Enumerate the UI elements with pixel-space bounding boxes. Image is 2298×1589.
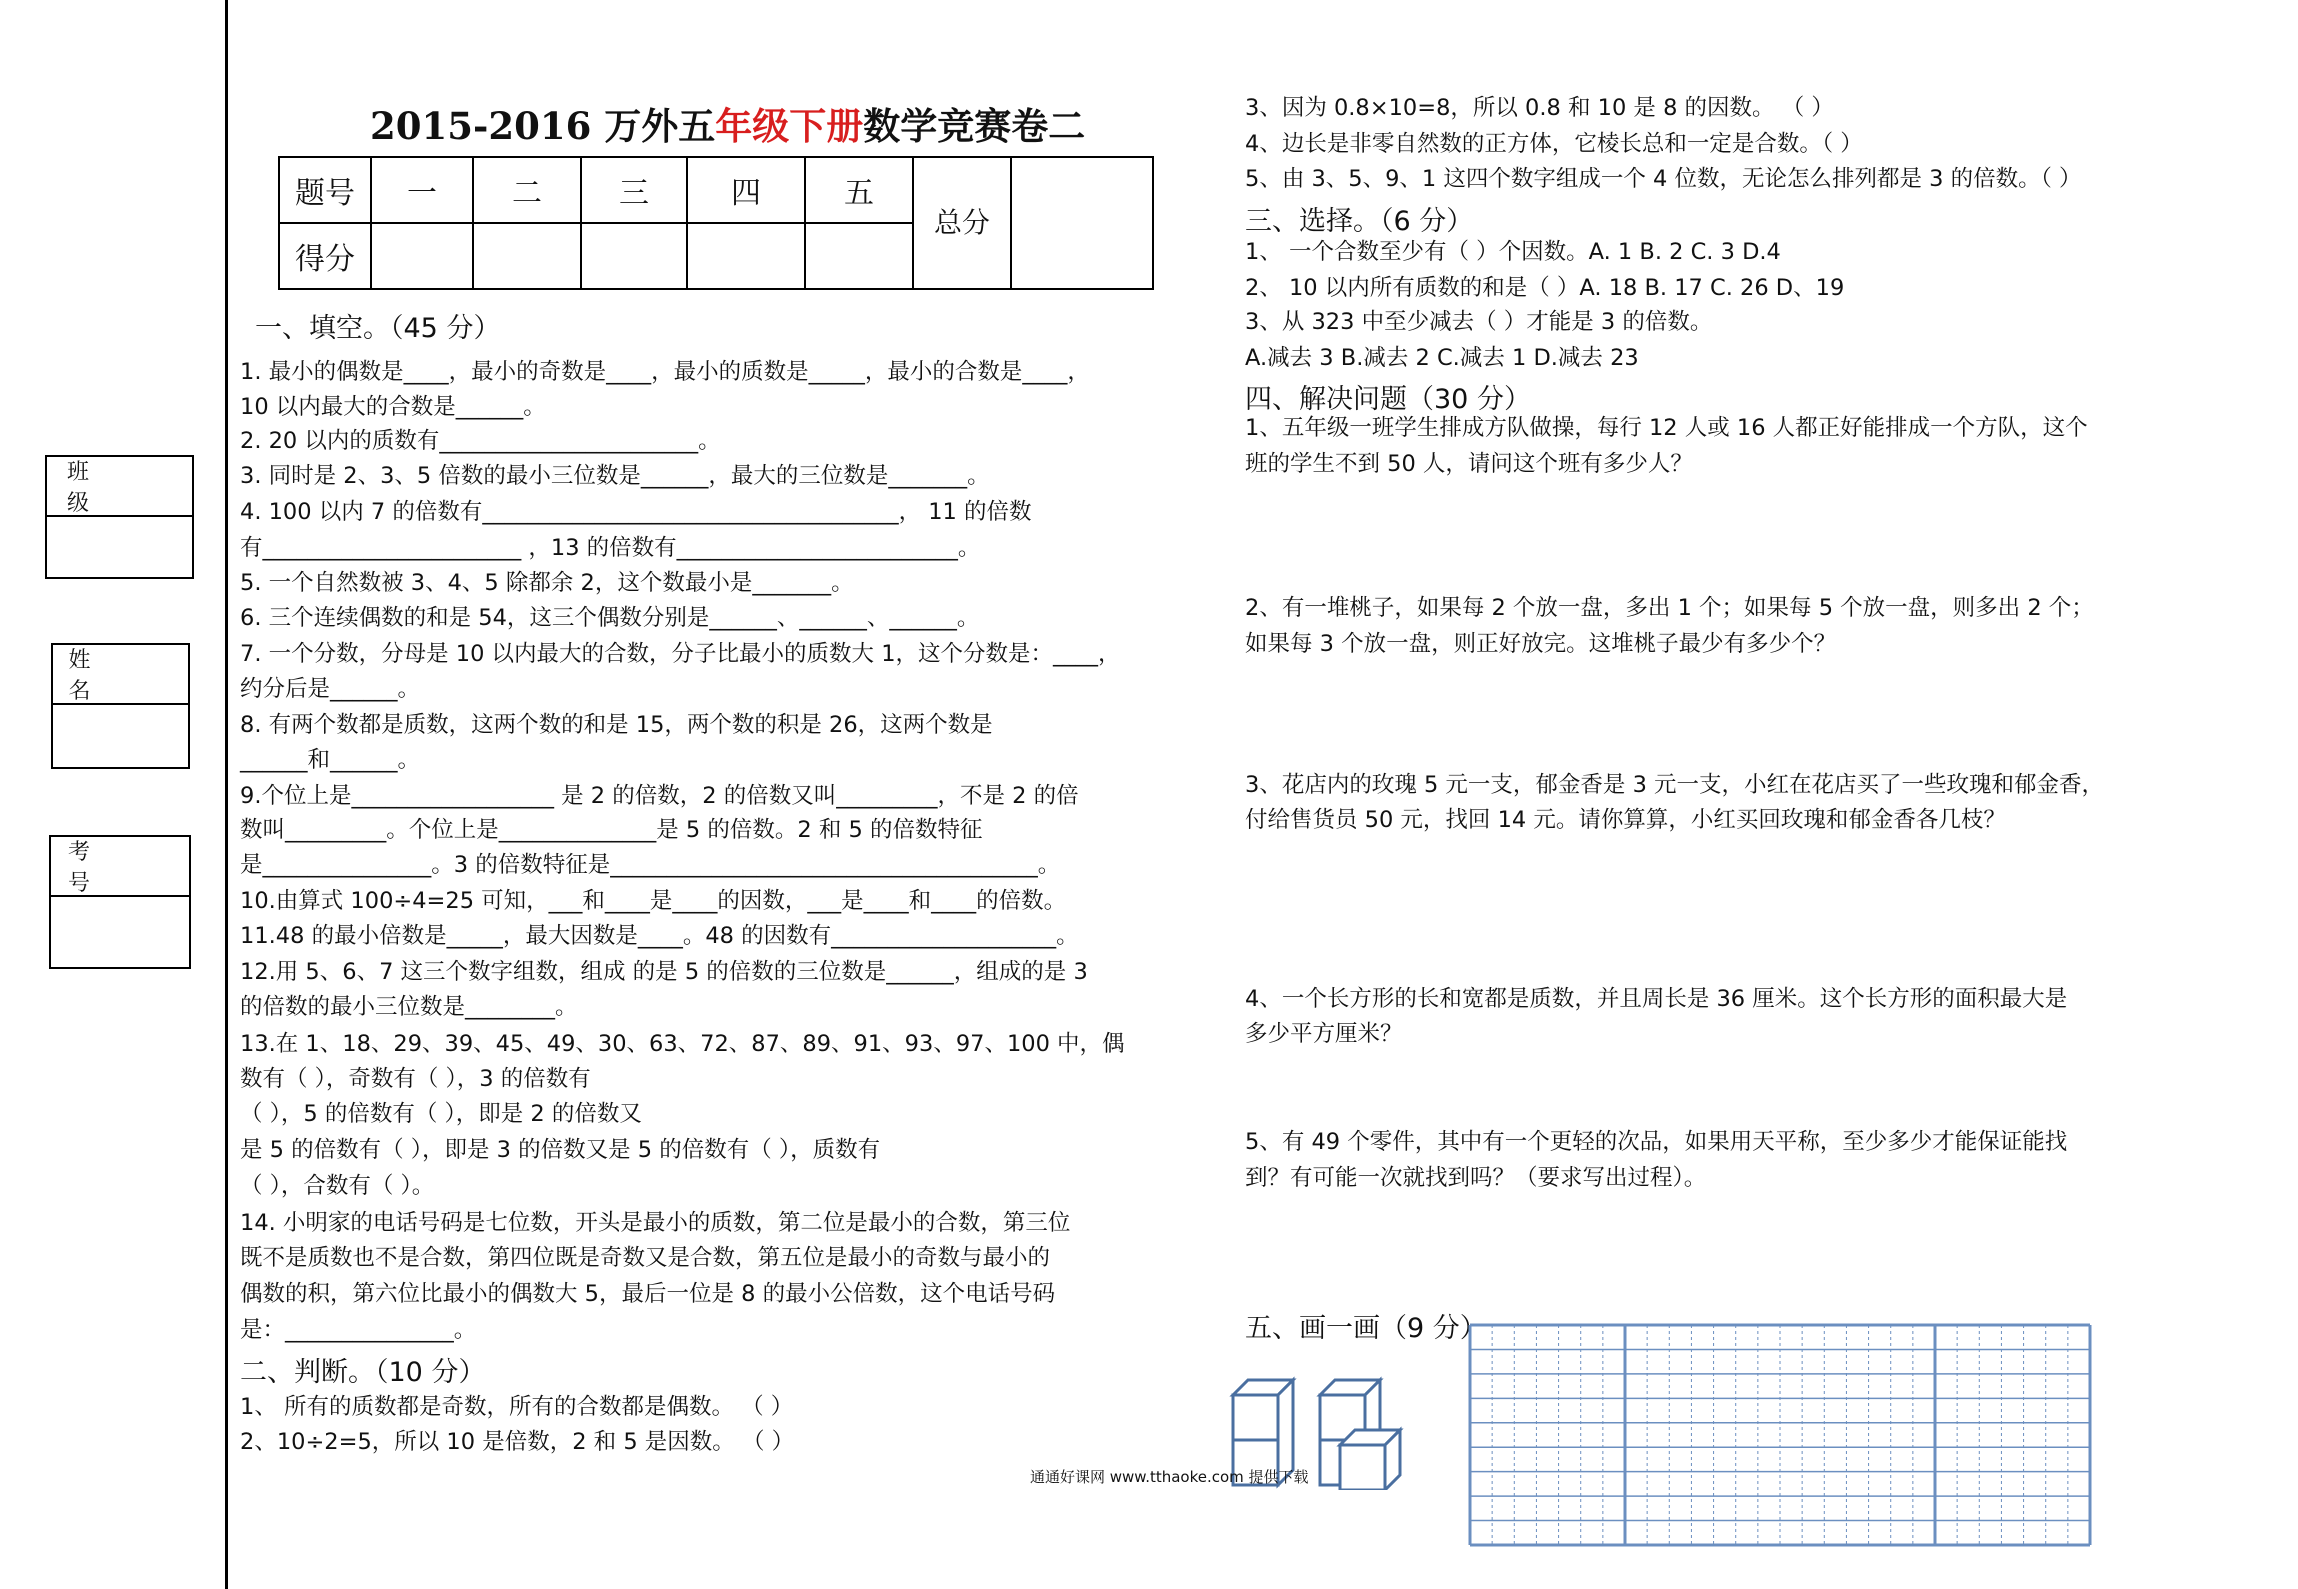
table-header: 四 [687,157,805,223]
question-line: 4、边长是非零自然数的正方体，它棱长总和一定是合数。（ ） [1245,131,1863,157]
question-line: 付给售货员 50 元，找回 14 元。请你算算，小红买回玫瑰和郁金香各几枝？ [1245,807,2006,833]
score-cell[interactable] [687,223,805,289]
question-line: 9.个位上是__________________ 是 2 的倍数，2 的倍数又叫_________，不是 2 的倍 [240,783,1079,809]
question-line: 1、五年级一班学生排成方队做操，每行 12 人或 16 人都正好能排成一个方队，这个 [1245,415,2088,441]
page-title: 2015-2016 万外五年级下册数学竞赛卷二 [370,104,1086,148]
total-score-cell[interactable] [1011,157,1153,289]
question-line: 11.48 的最小倍数是_____，最大因数是____。48 的因数有____________________。 [240,923,1079,949]
table-header: 三 [581,157,687,223]
question-line: 3、因为 0.8×10=8，所以 0.8 和 10 是 8 的因数。 （ ） [1245,95,1834,121]
section-heading: 二、判断。（10 分） [240,1357,486,1388]
question-line: 偶数的积，第六位比最小的偶数大 5，最后一位是 8 的最小公倍数，这个电话号码 [240,1281,1056,1307]
table-header: 二 [473,157,581,223]
question-line: 10.由算式 100÷4=25 可知，___和____是____的因数，___是____和____的倍数。 [240,888,1067,914]
question-line: （ ），合数有（ ）。 [240,1173,435,1199]
score-cell[interactable] [805,223,913,289]
question-line: （ ），5 的倍数有（ ），即是 2 的倍数又 [240,1101,642,1127]
question-line: 4. 100 以内 7 的倍数有_____________________________________， 11 的倍数 [240,499,1032,525]
name-box[interactable] [51,643,193,769]
table-header: 题号 [279,157,371,223]
exam-number-label: 考 号 [51,837,189,897]
name-label: 姓 名 [53,645,188,705]
footer-credit: 通通好课网 www.tthaoke.com 提供下载 [1030,1468,1309,1486]
section-heading: 三、选择。（6 分） [1245,206,1474,237]
question-line: 3、花店内的玫瑰 5 元一支，郁金香是 3 元一支，小红在花店买了一些玫瑰和郁金香， [1245,772,2105,798]
question-line: 5、由 3、5、9、1 这四个数字组成一个 4 位数，无论怎么排列都是 3 的倍数。（ ） [1245,166,2082,192]
score-cell[interactable] [581,223,687,289]
question-line: 的倍数的最小三位数是________。 [240,994,578,1020]
question-line: 2. 20 以内的质数有_______________________。 [240,428,721,454]
question-line: 12.用 5、6、7 这三个数字组数，组成 的是 5 的倍数的三位数是______，组成的是 3 [240,959,1088,985]
question-line: 1、 所有的质数都是奇数，所有的合数都是偶数。 （ ） [240,1394,794,1420]
margin-divider [225,0,228,1589]
score-cell[interactable] [371,223,473,289]
drawing-grid[interactable] [1460,1320,2110,1550]
table-header: 一 [371,157,473,223]
question-line: 1. 最小的偶数是____，最小的奇数是____，最小的质数是_____，最小的合数是____， [240,359,1090,385]
question-line: 1、 一个合数至少有（ ）个因数。A. 1 B. 2 C. 3 D.4 [1245,239,1781,265]
question-line: 多少平方厘米？ [1245,1021,1403,1047]
score-table [278,156,1154,290]
section-heading: 四、解决问题（30 分） [1245,384,1531,415]
class-box[interactable] [45,455,194,579]
question-line: 如果每 3 个放一盘，则正好放完。这堆桃子最少有多少个？ [1245,631,1837,657]
table-header: 得分 [279,223,371,289]
question-line: 有_______________________ ，13 的倍数有_________________________。 [240,535,981,561]
question-line: ______和______。 [240,747,421,773]
question-line: 既不是质数也不是合数，第四位既是奇数又是合数，第五位是最小的奇数与最小的 [240,1245,1051,1271]
question-line: A.减去 3 B.减去 2 C.减去 1 D.减去 23 [1245,345,1639,371]
question-line: 2、10÷2=5，所以 10 是倍数，2 和 5 是因数。 （ ） [240,1429,795,1455]
section-heading: 一、填空。（45 分） [255,313,501,344]
question-line: 3、从 323 中至少减去（ ）才能是 3 的倍数。 [1245,309,1713,335]
question-line: 5、有 49 个零件，其中有一个更轻的次品，如果用天平称，至少多少才能保证能找 [1245,1129,2068,1155]
question-line: 7. 一个分数，分母是 10 以内最大的合数，分子比最小的质数大 1，这个分数是：____， [240,641,1121,667]
question-line: 13.在 1、18、29、39、45、49、30、63、72、87、89、91、93、97、100 中，偶 [240,1031,1125,1057]
question-line: 14. 小明家的电话号码是七位数，开头是最小的质数，第二位是最小的合数，第三位 [240,1210,1071,1236]
question-line: 班的学生不到 50 人，请问这个班有多少人？ [1245,451,1693,477]
question-line: 是_______________。3 的倍数特征是______________________________________。 [240,852,1061,878]
question-line: 到？有可能一次就找到吗？（要求写出过程）。 [1245,1165,1707,1191]
total-header: 总分 [913,157,1011,289]
table-header: 五 [805,157,913,223]
question-line: 数叫_________。个位上是______________是 5 的倍数。2 和 5 的倍数特征 [240,817,983,843]
score-cell[interactable] [473,223,581,289]
question-line: 是：_______________。 [240,1317,477,1343]
question-line: 2、 10 以内所有质数的和是（ ）A. 18 B. 17 C. 26 D、19 [1245,275,1845,301]
question-line: 4、一个长方形的长和宽都是质数，并且周长是 36 厘米。这个长方形的面积最大是 [1245,986,2068,1012]
question-line: 10 以内最大的合数是______。 [240,394,546,420]
question-line: 5. 一个自然数被 3、4、5 除都余 2，这个数最小是_______。 [240,570,854,596]
question-line: 8. 有两个数都是质数，这两个数的和是 15，两个数的积是 26，这两个数是 [240,712,993,738]
question-line: 2、有一堆桃子，如果每 2 个放一盘，多出 1 个；如果每 5 个放一盘，则多出 2 个； [1245,595,2094,621]
section-heading: 五、画一画（9 分） [1245,1313,1487,1344]
question-line: 约分后是______。 [240,676,421,702]
question-line: 6. 三个连续偶数的和是 54，这三个偶数分别是______、______、______。 [240,605,980,631]
question-line: 3. 同时是 2、3、5 倍数的最小三位数是______，最大的三位数是_______。 [240,463,990,489]
exam-number-box[interactable] [49,835,191,969]
question-line: 数有（ ），奇数有（ ），3 的倍数有 [240,1066,591,1092]
class-label: 班 级 [47,457,192,517]
question-line: 是 5 的倍数有（ ），即是 3 的倍数又是 5 的倍数有（ ），质数有 [240,1137,881,1163]
